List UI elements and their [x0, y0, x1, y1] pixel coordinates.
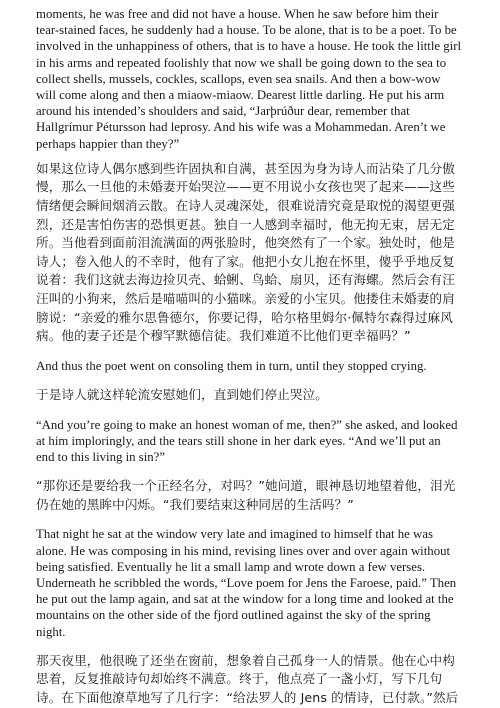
english-paragraph: “And you’re going to make an honest woman of me, then?” she asked, and looked at him imploringly, and the tears still shone in her dark eyes. “And we’ll put an end to this living in sin?”	[36, 417, 458, 464]
document-page	[36, 6, 462, 708]
chinese-paragraph: 那天夜里，他很晚了还坐在窗前，想象着自己孤身一人的情景。他在心中构思着，反复推敲诗句却始终不满意。终于，他点亮了一盏小灯，写下几句诗。在下面他潦草地写了几行字：“给法罗人的 Jens 的情诗，已付款。”然后	[36, 652, 459, 705]
english-paragraph: moments, he was free and did not have a house. When he saw before him their tear-stained faces, he suddenly had a house. To be alone, that is to be a poet. To be involved in the unhappiness of others, that is to have a house. He took the little girl in his arms and repeated foolishly that now we shall be going down to the sea to collect shells, mussels, cockles, scallops, even sea snails. And then a bow-wow will come along and then a miaow-miaow. Dearest little darling. He put his arm around his intended’s shoulders and said, “Jarþrúður dear, remember that Hallgrímur Pétursson had leprosy. And his wife was a Mohammedan. Aren’t we perhaps happier than they?”	[36, 7, 462, 151]
english-paragraph: That night he sat at the window very late and imagined to himself that he was alone. He was composing in his mind, revising lines over and over again without being satisfied. Eventually he lit a small lamp and wrote down a few verses. Underneath he scribbled the words, “Love poem for Jens the Faroese, paid.” Then he put out the lamp again, and sat at the window for a long time and looked at the mountains on the other side of the fjord outlined against the sky of the spring night.	[36, 527, 457, 639]
english-paragraph: And thus the poet went on consoling them in turn, until they stopped crying.	[36, 358, 427, 373]
chinese-paragraph: “那你还是要给我一个正经名分，对吗？”她问道，眼神恳切地望着他，泪光仍在她的黑眸中闪烁。“我们要结束这种同居的生活吗？”	[36, 478, 456, 512]
chinese-paragraph: 于是诗人就这样轮流安慰她们，直到她们停止哭泣。	[36, 386, 328, 402]
chinese-paragraph: 如果这位诗人偶尔感到些许固执和自满，甚至因为身为诗人而沾染了几分傲慢，那么一旦他的未婚妻开始哭泣——更不用说小女孩也哭了起来——这些情绪便会瞬间烟消云散。在诗人灵魂深处，很难说清究竟是取悦的渴望更强烈，还是害怕伤害的恐惧更甚。独自一人感到幸福时，他无拘无束，居无定所。当他看到面前泪流满面的两张脸时，他突然有了一个家。独处时，他是诗人；卷入他人的不幸时，他有了家。他把小女儿抱在怀里，傻乎乎地反复说着：我们这就去海边捡贝壳、蛤蜊、鸟蛤、扇贝，还有海螺。然后会有汪汪叫的小狗来，然后是喵喵叫的小猫咪。亲爱的小宝贝。他搂住未婚妻的肩膀说：“亲爱的雅尔思鲁德尔，你要记得，哈尔格里姆尔·佩特尔森得过麻风病。他的妻子还是个穆罕默德信徒。我们难道不比他们更幸福吗？”	[36, 160, 455, 344]
